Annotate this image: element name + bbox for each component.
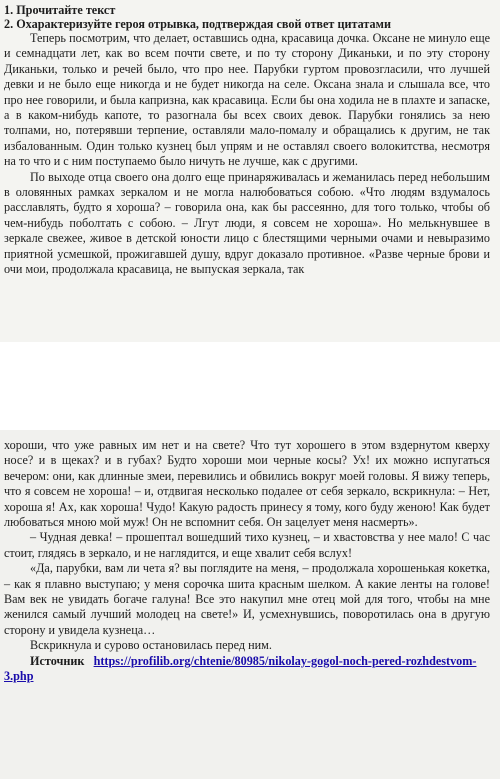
bottom-text-block: [4, 438, 490, 685]
source-link[interactable]: https://profilib.org/chtenie/80985/nikolay-gogol-noch-pered-rozhdestvom-3.php: [4, 653, 477, 684]
task-2: 2. Охарактеризуйте героя отрывка, подтверждая свой ответ цитатами: [4, 17, 391, 31]
paragraph-5: «Да, парубки, вам ли чета я? вы поглядите на меня, – продолжала хорошенькая кокетка, – как я плавно выступаю; у меня сорочка шита красным шелком. А какие ленты на голове! Вам век не увидать богаче галуна! Все это накупил мне отец мой для того, чтобы на мне женился самый лучший молодец на свете!» И, усмехнувшись, поворотилась она в другую сторону и увидела кузнеца…: [4, 561, 490, 637]
paragraph-3: хороши, что уже равных им нет и на свете? Что тут хорошего в этом вздернутом кверху носе? и в щеках? и в губах? Будто хороши мои черные косы? Ух! их можно испугаться вечером: они, как длинные змеи, перевились и обвились вокруг моей головы. Я вижу теперь, что я совсем не хороша! – и, отдвигая несколько подалее от себя зеркало, вскрикнула: – Нет, хороша я! Ах, как хороша! Чудо! Какую радость принесу я тому, кого буду женою! Как будет любоваться мною мой муж! Он не вспомнит себя. Он зацелует меня насмерть».: [4, 438, 490, 530]
source-label: Источник: [30, 653, 85, 668]
paragraph-1: Теперь посмотрим, что делает, оставшись одна, красавица дочка. Оксане не минуло еще и семнадцати лет, как во всем почти свете, и по ту сторону Диканьки, и по эту сторону Диканьки, только и речей было, что про нее. Парубки гуртом провозгласили, что лучшей девки и не было еще никогда и не будет никогда на селе. Оксана знала и слышала все, что про нее говорили, и была капризна, как красавица. Если бы она ходила не в плахте и запаске, а в каком-нибудь капоте, то разогнала бы всех своих девок. Парубки гонялись за нею толпами, но, потерявши терпение, оставляли мало-помалу и обращались к другим, не так избалованным. Один только кузнец был упрям и не оставлял своего волокитства, несмотря на то что и с ним поступаемо было ничуть не лучше, как с другими.: [4, 31, 490, 169]
top-text-block: [4, 3, 490, 278]
paragraph-4: – Чудная девка! – прошептал вошедший тихо кузнец, – и хвастовства у нее мало! С час стоит, глядясь в зеркало, и не наглядится, и еще хвалит себя вслух!: [4, 530, 490, 560]
source-line: [4, 654, 490, 685]
paragraph-2: По выходе отца своего она долго еще принаряживалась и жеманилась перед небольшим в оловянных рамках зеркалом и не могла налюбоваться собою. «Что людям вздумалось расславлять, будто я хороша? – говорила она, как бы рассеянно, для того только, чтобы об чем-нибудь поболтать с собою. – Лгут люди, я совсем не хороша». Но мелькнувшее в зеркале свежее, живое в детской юности лицо с блестящими черными очами и невыразимо приятной усмешкой, прожигавшей душу, вдруг доказало противное. «Разве черные брови и очи мои, продолжала красавица, не выпуская зеркала, так: [4, 169, 490, 277]
paragraph-6: Вскрикнула и сурово остановилась перед ним.: [30, 638, 272, 653]
task-1: 1. Прочитайте текст: [4, 3, 116, 17]
